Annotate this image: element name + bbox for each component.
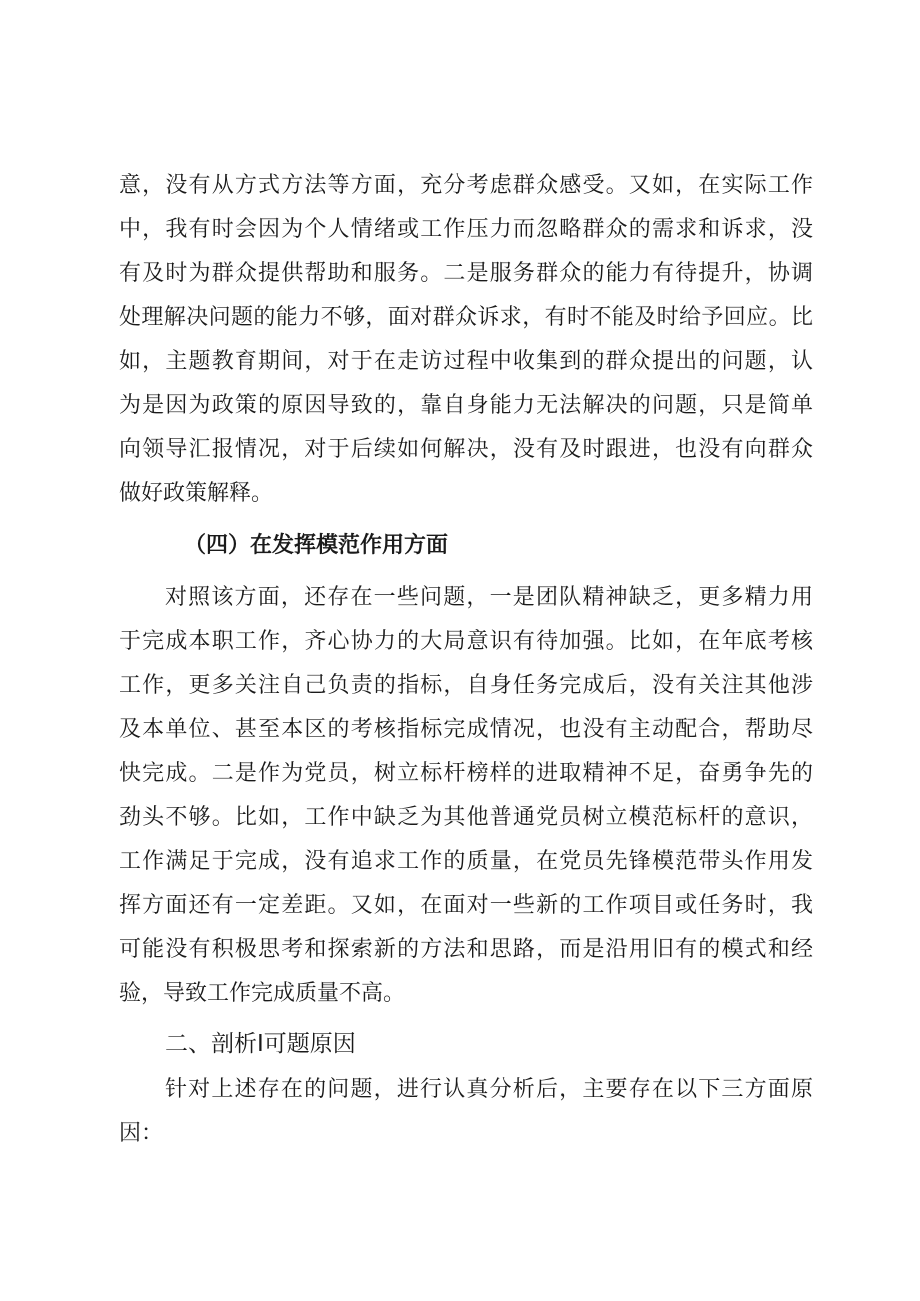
paragraph-2-line-10: 验，导致工作完成质量不高。 [119,981,406,1006]
paragraph-2-line-1: 对照该方面，还存在一些问题，一是团队精神缺乏，更多精力用 [165,585,813,610]
section-2-heading: 二、剖析I可题原因 [165,1031,356,1057]
paragraph-2-line-2: 于完成本职工作，齐心协力的大局意识有待加强。比如，在年底考核 [119,629,813,654]
paragraph-3-line-1: 针对上述存在的问题，进行认真分析后，主要存在以下三方面原 [165,1077,813,1102]
paragraph-1-line-5: 如，主题教育期间，对于在走访过程中收集到的群众提出的问题，认 [119,349,813,374]
paragraph-2-line-3: 工作，更多关注自己负责的指标，自身任务完成后，没有关注其他涉 [119,673,813,698]
paragraph-2-line-9: 可能没有积极思考和探索新的方法和思路，而是沿用旧有的模式和经 [119,937,813,962]
paragraph-2-line-4: 及本单位、甚至本区的考核指标完成情况，也没有主动配合，帮助尽 [119,717,813,742]
paragraph-1-line-1: 意，没有从方式方法等方面，充分考虑群众感受。又如，在实际工作 [119,173,813,198]
paragraph-1-line-6: 为是因为政策的原因导致的，靠自身能力无法解决的问题，只是简单 [119,393,813,418]
paragraph-1-line-7: 向领导汇报情况，对于后续如何解决，没有及时跟进，也没有向群众 [119,437,813,462]
paragraph-3-line-2: 因： [119,1121,164,1146]
section-4-heading: （四）在发挥模范作用方面 [184,533,449,558]
paragraph-1-line-4: 处理解决问题的能力不够，面对群众诉求，有时不能及时给予回应。比 [119,305,813,330]
paragraph-1-line-8: 做好政策解释。 [119,481,274,506]
paragraph-2-line-5: 快完成。二是作为党员，树立标杆榜样的进取精神不足，奋勇争先的 [119,761,813,786]
paragraph-2-line-7: 工作满足于完成，没有追求工作的质量，在党员先锋模范带头作用发 [119,849,813,874]
paragraph-2-line-6: 劲头不够。比如，工作中缺乏为其他普通党员树立模范标杆的意识， [119,805,813,830]
paragraph-1-line-2: 中，我有时会因为个人情绪或工作压力而忽略群众的需求和诉求，没 [119,217,813,242]
paragraph-2-line-8: 挥方面还有一定差距。又如，在面对一些新的工作项目或任务时，我 [119,893,813,918]
paragraph-1-line-3: 有及时为群众提供帮助和服务。二是服务群众的能力有待提升，协调 [119,261,813,286]
